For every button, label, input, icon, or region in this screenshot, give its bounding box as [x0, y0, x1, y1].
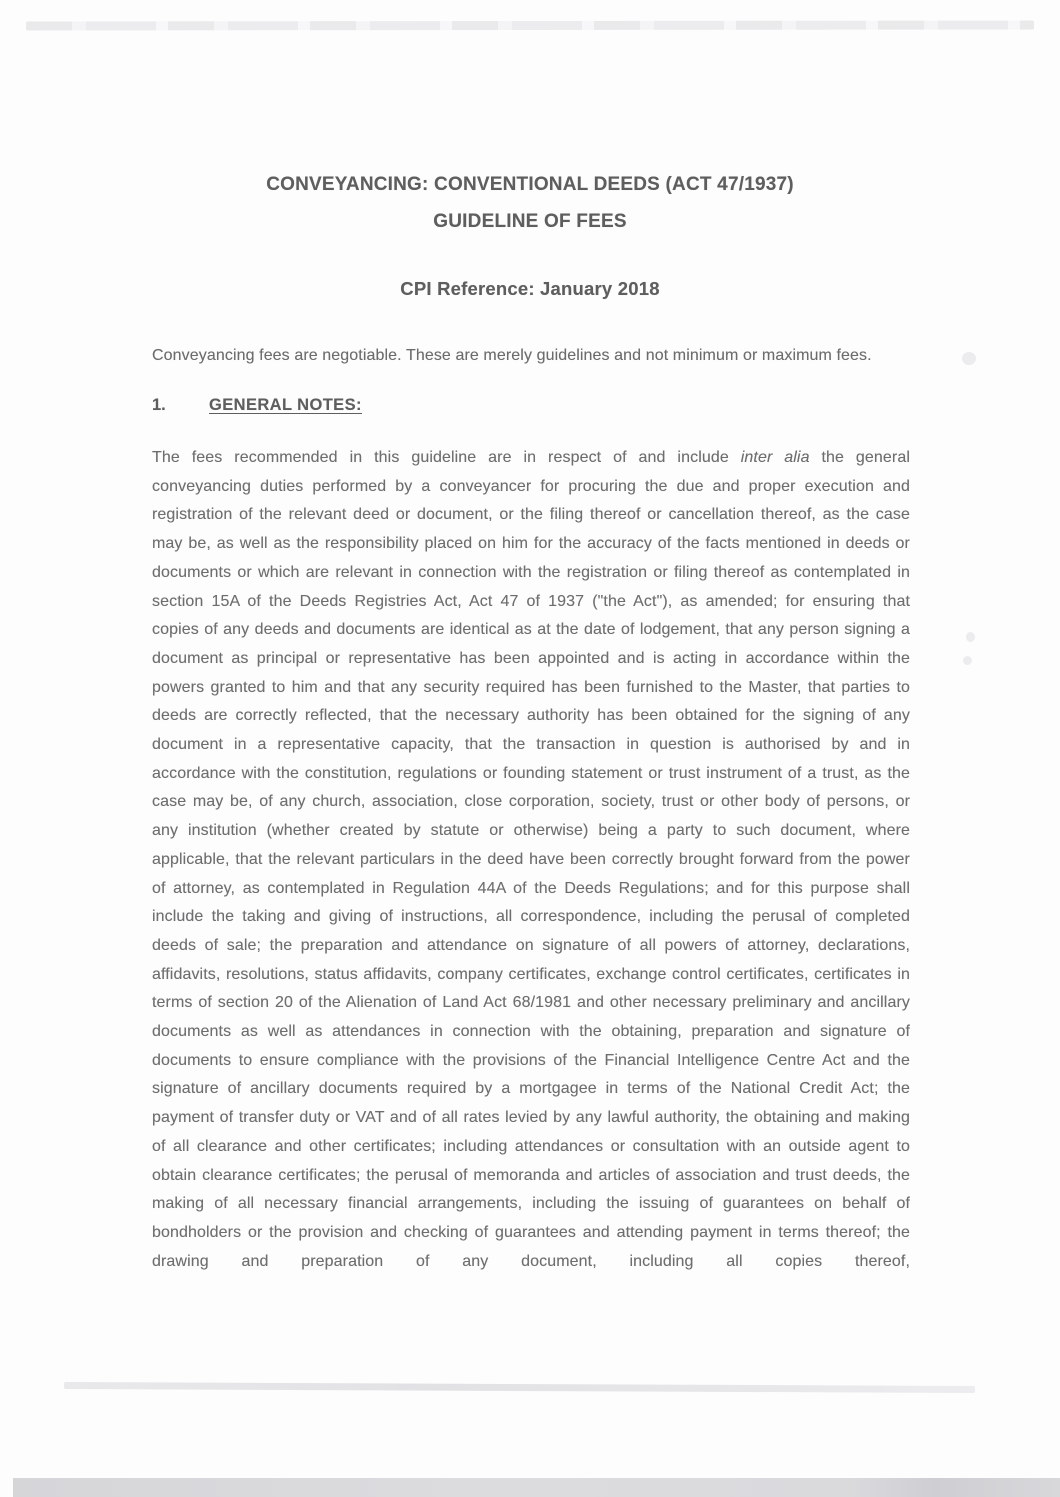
document-title — [0, 166, 1060, 240]
scan-speck — [963, 656, 972, 665]
latin-phrase-inter-alia: inter alia — [740, 449, 810, 466]
scan-speck — [966, 632, 975, 642]
general-notes-paragraph — [152, 444, 910, 1276]
scan-speck — [962, 352, 976, 365]
section-1-title: GENERAL NOTES: — [209, 396, 362, 414]
cpi-reference: CPI Reference: January 2018 — [400, 278, 660, 299]
scan-artifact-lower-rule — [64, 1382, 975, 1393]
scan-artifact-bottom-bar — [13, 1478, 1060, 1497]
paragraph-lead: The fees recommended in this guideline are in respect of and include — [152, 449, 741, 466]
section-1-number: 1. — [152, 396, 166, 414]
scan-artifact-top-streak — [26, 21, 1034, 31]
intro-note: Conveyancing fees are negotiable. These are merely guidelines and not minimum or maximum fees. — [152, 347, 872, 364]
document-title-line1: CONVEYANCING: CONVENTIONAL DEEDS (ACT 47/1937) — [266, 174, 794, 195]
section-1-heading — [152, 396, 912, 415]
paragraph-body: the general conveyancing duties performed by a conveyancer for procuring the due and proper execution and registration of the relevant deed or document, or the filing thereof or cancellation thereof, as the case may be, as well as the responsibility placed on him for the accuracy of the facts mentioned in deeds or documents or which are relevant in connection with the registration or filing thereof as contemplated in section 15A of the Deeds Registries Act, Act 47 of 1937 ("the Act"), as amended; for ensuring that copies of any deeds and documents are identical as at the date of lodgement, that any person signing a document as principal or representative has been appointed and is acting in accordance within the powers granted to him and that any security required has been furnished to the Master, that parties to deeds are correctly reflected, that the necessary authority has been obtained for the signing of any document in a representative capacity, that the transaction in question is authorised by and in accordance with the constitution, regulations or founding statement or trust instrument of a trust, as the case may be, of any church, association, close corporation, society, trust or other body of persons, or any institution (whether created by statute or otherwise) being a party to such document, where applicable, that the relevant particulars in the deed have been correctly brought forward from the power of attorney, as contemplated in Regulation 44A of the Deeds Regulations; and for this purpose shall include the taking and giving of instructions, all correspondence, including the perusal of completed deeds of sale; the preparation and attendance on signature of all powers of attorney, declarations, affidavits, resolutions, status affidavits, company certificates, exchange control certificates, certificates in terms of section 20 of the Alienation of Land Act 68/1981 and other necessary preliminary and ancillary documents as well as attendances in connection with the obtaining, preparation and signature of documents to ensure compliance with the provisions of the Financial Intelligence Centre Act and the signature of ancillary documents required by a mortgagee in terms of the National Credit Act; the payment of transfer duty or VAT and of all rates levied by any lawful authority, the obtaining and making of all clearance and other certificates; including attendances or consultation with an outside agent to obtain clearance certificates; the perusal of memoranda and articles of association and trust deeds, the making of all necessary financial arrangements, including the issuing of guarantees on behalf of bondholders or the provision and checking of guarantees and attending payment in terms thereof; the drawing and preparation of any document, including all copies thereof, — [152, 449, 910, 1270]
document-title-line2: GUIDELINE OF FEES — [433, 211, 627, 232]
